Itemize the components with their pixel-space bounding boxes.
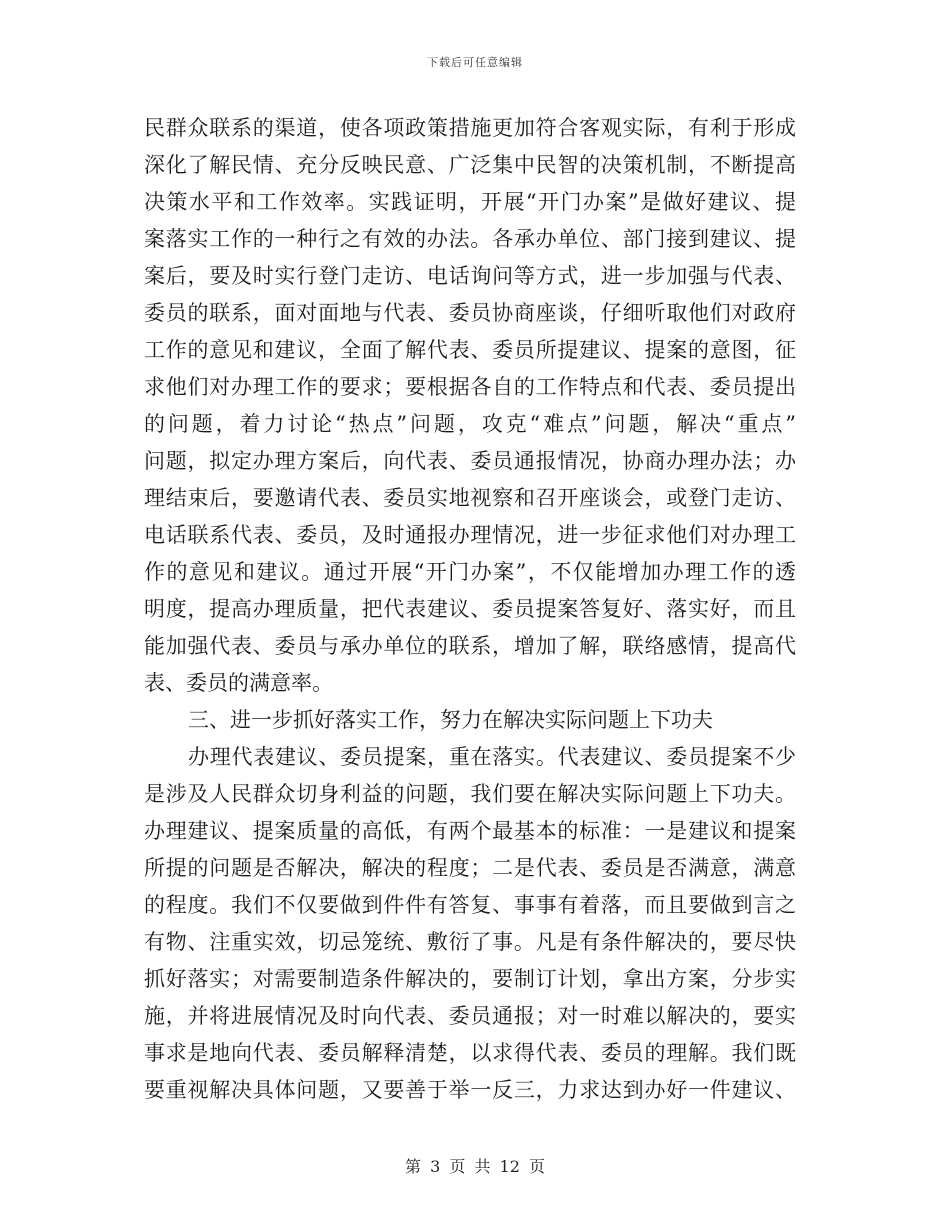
- page-number: 第 3 页 共 12 页: [405, 1157, 545, 1176]
- text-line: 施，并将进展情况及时向代表、委员通报；对一时难以解决的，要实: [144, 1004, 796, 1028]
- text-line: 作的意见和建议。通过开展“开门办案”，不仅能增加办理工作的透: [144, 560, 796, 584]
- text-line: 深化了解民情、充分反映民意、广泛集中民智的决策机制，不断提高: [144, 153, 796, 177]
- text-line: 电话联系代表、委员，及时通报办理情况，进一步征求他们对办理工: [144, 523, 796, 547]
- text-line: 能加强代表、委员与承办单位的联系，增加了解，联络感情，提高代: [144, 634, 796, 658]
- text-line: 有物、注重实效，切忌笼统、敷衍了事。凡是有条件解决的，要尽快: [144, 930, 796, 954]
- text-line: 表、委员的满意率。: [144, 671, 333, 695]
- text-line: 决策水平和工作效率。实践证明，开展“开门办案”是做好建议、提: [144, 190, 796, 214]
- text-line: 案落实工作的一种行之有效的办法。各承办单位、部门接到建议、提: [144, 227, 796, 251]
- text-line: 的问题，着力讨论“热点”问题，攻克“难点”问题，解决“重点”: [144, 412, 796, 436]
- text-line: 办理代表建议、委员提案，重在落实。代表建议、委员提案不少: [188, 745, 796, 769]
- text-line: 的程度。我们不仅要做到件件有答复、事事有着落，而且要做到言之: [144, 893, 796, 917]
- text-line: 事求是地向代表、委员解释清楚，以求得代表、委员的理解。我们既: [144, 1041, 796, 1065]
- text-line: 办理建议、提案质量的高低，有两个最基本的标准：一是建议和提案: [144, 819, 796, 843]
- text-line: 委员的联系，面对面地与代表、委员协商座谈，仔细听取他们对政府: [144, 301, 796, 325]
- text-line: 求他们对办理工作的要求；要根据各自的工作特点和代表、委员提出: [144, 375, 796, 399]
- page-header-note: 下载后可任意编辑: [427, 56, 523, 69]
- text-line: 是涉及人民群众切身利益的问题，我们要在解决实际问题上下功夫。: [144, 782, 796, 806]
- text-line: 明度，提高办理质量，把代表建议、委员提案答复好、落实好，而且: [144, 597, 796, 621]
- text-line: 所提的问题是否解决，解决的程度；二是代表、委员是否满意，满意: [144, 856, 796, 880]
- text-line: 抓好落实；对需要制造条件解决的，要制订计划，拿出方案，分步实: [144, 967, 796, 991]
- text-line: 理结束后，要邀请代表、委员实地视察和召开座谈会，或登门走访、: [144, 486, 796, 510]
- text-line: 案后，要及时实行登门走访、电话询问等方式，进一步加强与代表、: [144, 264, 796, 288]
- text-line: 工作的意见和建议，全面了解代表、委员所提建议、提案的意图，征: [144, 338, 796, 362]
- document-body: [144, 110, 796, 1109]
- text-line: 问题，拟定办理方案后，向代表、委员通报情况，协商办理办法；办: [144, 449, 796, 473]
- section-heading: 三、进一步抓好落实工作，努力在解决实际问题上下功夫: [188, 708, 713, 732]
- text-line: 民群众联系的渠道，使各项政策措施更加符合客观实际，有利于形成: [144, 116, 796, 140]
- text-line: 要重视解决具体问题，又要善于举一反三，力求达到办好一件建议、: [144, 1078, 796, 1102]
